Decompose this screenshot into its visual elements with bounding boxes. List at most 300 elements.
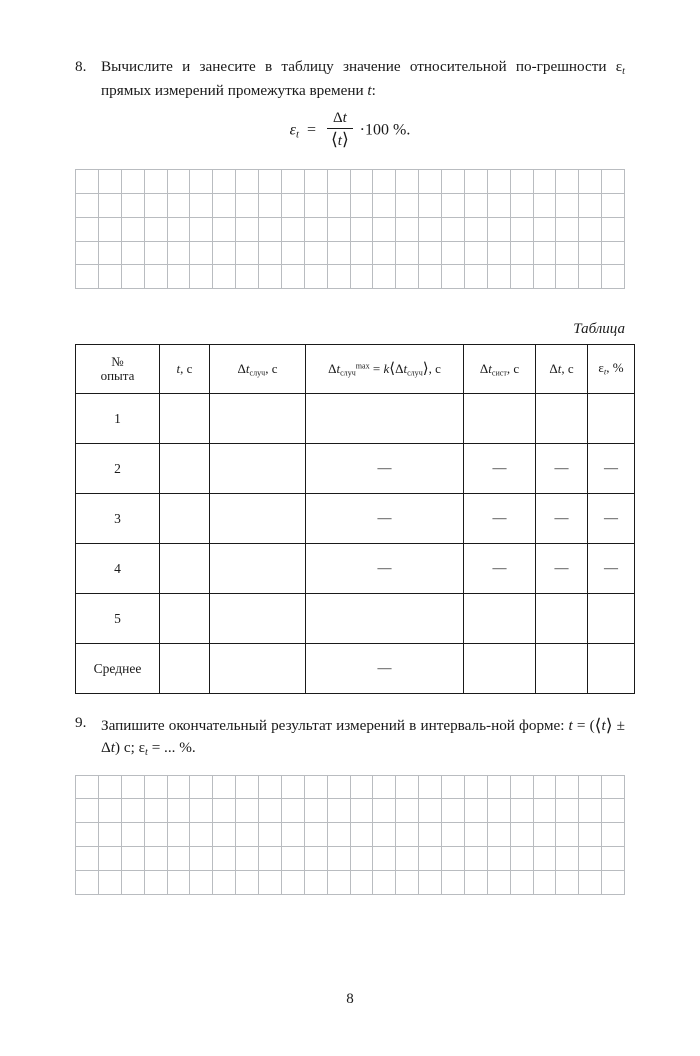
grid-cell[interactable] xyxy=(282,776,305,800)
grid-cell[interactable] xyxy=(442,242,465,266)
table-cell[interactable] xyxy=(210,444,306,494)
grid-cell[interactable] xyxy=(579,170,602,194)
dash-mark: — xyxy=(377,561,392,577)
dash-mark: — xyxy=(377,661,392,677)
grid-cell[interactable] xyxy=(511,776,534,800)
grid-cell[interactable] xyxy=(259,871,282,895)
grid-cell[interactable] xyxy=(259,218,282,242)
grid-cell[interactable] xyxy=(213,194,236,218)
table-caption: Таблица xyxy=(573,321,625,338)
grid-cell[interactable] xyxy=(351,871,374,895)
grid-cell[interactable] xyxy=(76,194,99,218)
grid-cell[interactable] xyxy=(579,776,602,800)
grid-cell[interactable] xyxy=(76,871,99,895)
grid-cell[interactable] xyxy=(373,776,396,800)
grid-cell[interactable] xyxy=(328,242,351,266)
grid-cell[interactable] xyxy=(602,170,625,194)
dash-mark: — xyxy=(377,511,392,527)
grid-cell[interactable] xyxy=(534,265,557,289)
grid-cell[interactable] xyxy=(168,218,191,242)
table-cell[interactable] xyxy=(588,494,635,544)
grid-cell[interactable] xyxy=(190,218,213,242)
grid-cell[interactable] xyxy=(213,218,236,242)
grid-cell[interactable] xyxy=(236,776,259,800)
grid-cell[interactable] xyxy=(236,799,259,823)
grid-cell[interactable] xyxy=(236,242,259,266)
grid-cell[interactable] xyxy=(396,170,419,194)
grid-cell[interactable] xyxy=(305,847,328,871)
grid-cell[interactable] xyxy=(579,823,602,847)
grid-cell[interactable] xyxy=(419,194,442,218)
grid-cell[interactable] xyxy=(236,847,259,871)
grid-cell[interactable] xyxy=(511,823,534,847)
grid-cell[interactable] xyxy=(99,776,122,800)
grid-cell[interactable] xyxy=(190,871,213,895)
grid-cell[interactable] xyxy=(259,170,282,194)
table-cell[interactable] xyxy=(588,444,635,494)
grid-cell[interactable] xyxy=(579,871,602,895)
grid-cell[interactable] xyxy=(442,194,465,218)
grid-cell[interactable] xyxy=(511,170,534,194)
grid-cell[interactable] xyxy=(168,799,191,823)
grid-cell[interactable] xyxy=(442,218,465,242)
table-cell[interactable] xyxy=(464,644,536,694)
grid-cell[interactable] xyxy=(213,242,236,266)
grid-cell[interactable] xyxy=(236,218,259,242)
grid-cell[interactable] xyxy=(396,847,419,871)
grid-cell[interactable] xyxy=(396,194,419,218)
grid-cell[interactable] xyxy=(351,242,374,266)
grid-cell[interactable] xyxy=(579,242,602,266)
grid-cell[interactable] xyxy=(99,871,122,895)
grid-cell[interactable] xyxy=(282,242,305,266)
grid-cell[interactable] xyxy=(556,170,579,194)
grid-cell[interactable] xyxy=(442,776,465,800)
grid-cell[interactable] xyxy=(259,265,282,289)
grid-cell[interactable] xyxy=(579,194,602,218)
grid-cell[interactable] xyxy=(99,847,122,871)
grid-cell[interactable] xyxy=(76,776,99,800)
grid-cell[interactable] xyxy=(511,799,534,823)
grid-cell[interactable] xyxy=(579,218,602,242)
grid-cell[interactable] xyxy=(396,799,419,823)
grid-cell[interactable] xyxy=(145,170,168,194)
table-cell[interactable] xyxy=(536,644,588,694)
grid-cell[interactable] xyxy=(556,265,579,289)
table-cell[interactable] xyxy=(464,444,536,494)
grid-cell[interactable] xyxy=(76,847,99,871)
grid-cell[interactable] xyxy=(145,194,168,218)
grid-cell[interactable] xyxy=(396,776,419,800)
grid-cell[interactable] xyxy=(579,847,602,871)
formula-tail: ·100 %. xyxy=(359,121,411,139)
grid-cell[interactable] xyxy=(419,847,442,871)
grid-cell[interactable] xyxy=(76,265,99,289)
grid-cell[interactable] xyxy=(488,242,511,266)
table-cell[interactable] xyxy=(536,594,588,644)
grid-cell[interactable] xyxy=(442,823,465,847)
table-cell[interactable] xyxy=(536,494,588,544)
table-cell[interactable] xyxy=(588,644,635,694)
grid-cell[interactable] xyxy=(305,265,328,289)
grid-cell[interactable] xyxy=(259,799,282,823)
table-cell[interactable] xyxy=(588,544,635,594)
grid-cell[interactable] xyxy=(122,776,145,800)
grid-cell[interactable] xyxy=(534,776,557,800)
grid-cell[interactable] xyxy=(488,847,511,871)
grid-cell[interactable] xyxy=(282,823,305,847)
grid-cell[interactable] xyxy=(511,871,534,895)
grid-cell[interactable] xyxy=(99,218,122,242)
grid-cell[interactable] xyxy=(213,265,236,289)
grid-cell[interactable] xyxy=(145,218,168,242)
grid-cell[interactable] xyxy=(373,799,396,823)
table-cell[interactable] xyxy=(464,594,536,644)
grid-cell[interactable] xyxy=(396,218,419,242)
worksheet-grid-bottom[interactable] xyxy=(75,775,625,895)
table-cell[interactable] xyxy=(306,544,464,594)
grid-cell[interactable] xyxy=(373,194,396,218)
grid-cell[interactable] xyxy=(602,847,625,871)
grid-cell[interactable] xyxy=(534,218,557,242)
grid-cell[interactable] xyxy=(145,799,168,823)
grid-cell[interactable] xyxy=(556,799,579,823)
grid-cell[interactable] xyxy=(419,776,442,800)
grid-cell[interactable] xyxy=(534,799,557,823)
grid-cell[interactable] xyxy=(442,170,465,194)
grid-cell[interactable] xyxy=(168,170,191,194)
grid-cell[interactable] xyxy=(534,242,557,266)
grid-cell[interactable] xyxy=(488,218,511,242)
grid-cell[interactable] xyxy=(213,170,236,194)
grid-cell[interactable] xyxy=(556,218,579,242)
grid-cell[interactable] xyxy=(190,799,213,823)
table-cell[interactable] xyxy=(588,594,635,644)
grid-cell[interactable] xyxy=(259,847,282,871)
grid-cell[interactable] xyxy=(442,871,465,895)
grid-cell[interactable] xyxy=(282,218,305,242)
grid-cell[interactable] xyxy=(373,823,396,847)
grid-cell[interactable] xyxy=(465,799,488,823)
grid-cell[interactable] xyxy=(99,242,122,266)
grid-cell[interactable] xyxy=(579,265,602,289)
grid-cell[interactable] xyxy=(305,776,328,800)
grid-cell[interactable] xyxy=(602,242,625,266)
grid-cell[interactable] xyxy=(122,847,145,871)
grid-cell[interactable] xyxy=(534,170,557,194)
grid-cell[interactable] xyxy=(419,871,442,895)
grid-cell[interactable] xyxy=(419,799,442,823)
table-cell[interactable] xyxy=(210,644,306,694)
grid-cell[interactable] xyxy=(190,170,213,194)
grid-cell[interactable] xyxy=(76,799,99,823)
grid-cell[interactable] xyxy=(419,170,442,194)
grid-cell[interactable] xyxy=(511,847,534,871)
grid-cell[interactable] xyxy=(122,871,145,895)
grid-cell[interactable] xyxy=(282,799,305,823)
grid-cell[interactable] xyxy=(351,194,374,218)
grid-cell[interactable] xyxy=(465,871,488,895)
grid-cell[interactable] xyxy=(556,776,579,800)
grid-cell[interactable] xyxy=(373,847,396,871)
grid-cell[interactable] xyxy=(373,265,396,289)
grid-cell[interactable] xyxy=(556,823,579,847)
grid-cell[interactable] xyxy=(236,265,259,289)
grid-cell[interactable] xyxy=(373,218,396,242)
grid-cell[interactable] xyxy=(534,194,557,218)
grid-cell[interactable] xyxy=(328,871,351,895)
grid-cell[interactable] xyxy=(556,242,579,266)
grid-cell[interactable] xyxy=(145,847,168,871)
grid-cell[interactable] xyxy=(305,218,328,242)
grid-cell[interactable] xyxy=(351,170,374,194)
table-cell[interactable] xyxy=(306,494,464,544)
grid-cell[interactable] xyxy=(465,847,488,871)
table-cell[interactable] xyxy=(160,644,210,694)
grid-cell[interactable] xyxy=(305,871,328,895)
grid-cell[interactable] xyxy=(556,871,579,895)
grid-cell[interactable] xyxy=(328,823,351,847)
grid-cell[interactable] xyxy=(602,871,625,895)
grid-cell[interactable] xyxy=(168,194,191,218)
grid-cell[interactable] xyxy=(534,823,557,847)
table-row xyxy=(76,394,635,444)
table-cell[interactable] xyxy=(306,444,464,494)
grid-cell[interactable] xyxy=(328,847,351,871)
grid-cell[interactable] xyxy=(328,194,351,218)
item-9-number: 9. xyxy=(75,714,87,732)
table-row xyxy=(76,444,635,494)
table-cell[interactable] xyxy=(210,594,306,644)
grid-cell[interactable] xyxy=(488,194,511,218)
grid-cell[interactable] xyxy=(145,242,168,266)
grid-cell[interactable] xyxy=(602,799,625,823)
grid-cell[interactable] xyxy=(373,242,396,266)
grid-cell[interactable] xyxy=(259,776,282,800)
grid-cell[interactable] xyxy=(488,776,511,800)
grid-cell[interactable] xyxy=(373,871,396,895)
grid-cell[interactable] xyxy=(511,194,534,218)
grid-cell[interactable] xyxy=(213,776,236,800)
grid-cell[interactable] xyxy=(213,823,236,847)
grid-cell[interactable] xyxy=(305,799,328,823)
grid-cell[interactable] xyxy=(122,170,145,194)
dash-mark: — xyxy=(554,461,569,477)
grid-cell[interactable] xyxy=(511,218,534,242)
grid-cell[interactable] xyxy=(168,242,191,266)
grid-cell[interactable] xyxy=(168,265,191,289)
measurements-table xyxy=(75,344,635,694)
grid-cell[interactable] xyxy=(602,218,625,242)
grid-cell[interactable] xyxy=(122,242,145,266)
grid-cell[interactable] xyxy=(168,823,191,847)
grid-cell[interactable] xyxy=(419,823,442,847)
table-cell[interactable] xyxy=(536,394,588,444)
table-cell[interactable] xyxy=(306,594,464,644)
grid-cell[interactable] xyxy=(122,799,145,823)
grid-cell[interactable] xyxy=(579,799,602,823)
grid-cell[interactable] xyxy=(602,194,625,218)
grid-cell[interactable] xyxy=(465,194,488,218)
row-label: 3 xyxy=(76,494,160,544)
grid-cell[interactable] xyxy=(99,265,122,289)
grid-cell[interactable] xyxy=(122,265,145,289)
grid-cell[interactable] xyxy=(76,823,99,847)
grid-cell[interactable] xyxy=(442,847,465,871)
grid-cell[interactable] xyxy=(282,194,305,218)
grid-cell[interactable] xyxy=(168,776,191,800)
grid-cell[interactable] xyxy=(213,847,236,871)
dash-mark: — xyxy=(492,561,507,577)
grid-cell[interactable] xyxy=(328,776,351,800)
grid-cell[interactable] xyxy=(259,194,282,218)
grid-cell[interactable] xyxy=(236,871,259,895)
grid-cell[interactable] xyxy=(488,799,511,823)
grid-cell[interactable] xyxy=(168,847,191,871)
row-label: 2 xyxy=(76,444,160,494)
grid-cell[interactable] xyxy=(419,218,442,242)
grid-cell[interactable] xyxy=(534,847,557,871)
table-cell[interactable] xyxy=(160,544,210,594)
grid-cell[interactable] xyxy=(99,170,122,194)
grid-cell[interactable] xyxy=(190,194,213,218)
grid-cell[interactable] xyxy=(602,265,625,289)
grid-cell[interactable] xyxy=(305,823,328,847)
table-cell[interactable] xyxy=(210,544,306,594)
grid-cell[interactable] xyxy=(511,242,534,266)
grid-cell[interactable] xyxy=(396,265,419,289)
grid-cell[interactable] xyxy=(602,823,625,847)
row-label: Среднее xyxy=(76,644,160,694)
grid-cell[interactable] xyxy=(99,823,122,847)
grid-cell[interactable] xyxy=(145,776,168,800)
grid-cell[interactable] xyxy=(168,871,191,895)
table-cell[interactable] xyxy=(464,494,536,544)
grid-cell[interactable] xyxy=(488,823,511,847)
grid-cell[interactable] xyxy=(419,242,442,266)
grid-cell[interactable] xyxy=(556,194,579,218)
grid-cell[interactable] xyxy=(488,871,511,895)
grid-cell[interactable] xyxy=(190,242,213,266)
grid-cell[interactable] xyxy=(328,265,351,289)
grid-cell[interactable] xyxy=(190,847,213,871)
grid-cell[interactable] xyxy=(145,871,168,895)
dash-mark: — xyxy=(377,461,392,477)
formula-fraction xyxy=(327,110,353,150)
grid-cell[interactable] xyxy=(305,170,328,194)
grid-cell[interactable] xyxy=(534,871,557,895)
grid-cell[interactable] xyxy=(396,871,419,895)
table-cell[interactable] xyxy=(464,544,536,594)
grid-cell[interactable] xyxy=(328,170,351,194)
table-cell[interactable] xyxy=(160,444,210,494)
dash-mark: — xyxy=(554,561,569,577)
grid-cell[interactable] xyxy=(122,194,145,218)
grid-cell[interactable] xyxy=(351,776,374,800)
grid-cell[interactable] xyxy=(396,823,419,847)
worksheet-grid-top[interactable] xyxy=(75,169,625,289)
grid-cell[interactable] xyxy=(99,799,122,823)
grid-cell[interactable] xyxy=(76,218,99,242)
table-cell[interactable] xyxy=(306,644,464,694)
grid-cell[interactable] xyxy=(122,823,145,847)
grid-cell[interactable] xyxy=(213,871,236,895)
grid-cell[interactable] xyxy=(190,823,213,847)
table-row xyxy=(76,644,635,694)
grid-cell[interactable] xyxy=(351,265,374,289)
table-cell[interactable] xyxy=(588,394,635,444)
grid-cell[interactable] xyxy=(465,170,488,194)
table-cell[interactable] xyxy=(536,444,588,494)
grid-cell[interactable] xyxy=(259,242,282,266)
grid-cell[interactable] xyxy=(465,265,488,289)
table-cell[interactable] xyxy=(210,494,306,544)
table-cell[interactable] xyxy=(160,494,210,544)
header-experiment-number: № опыта xyxy=(76,345,160,394)
header-delta-t-random-max: $\Delta t_{случ}^{max}$ = $k⟨\Delta t_{случ}⟩$, с xyxy=(306,345,464,394)
grid-cell[interactable] xyxy=(465,823,488,847)
grid-cell[interactable] xyxy=(305,194,328,218)
table-cell[interactable] xyxy=(210,394,306,444)
grid-cell[interactable] xyxy=(351,847,374,871)
grid-cell[interactable] xyxy=(488,265,511,289)
grid-cell[interactable] xyxy=(282,265,305,289)
grid-cell[interactable] xyxy=(419,265,442,289)
grid-cell[interactable] xyxy=(488,170,511,194)
grid-cell[interactable] xyxy=(351,823,374,847)
grid-cell[interactable] xyxy=(145,265,168,289)
grid-cell[interactable] xyxy=(465,776,488,800)
table-row xyxy=(76,494,635,544)
grid-cell[interactable] xyxy=(99,194,122,218)
grid-cell[interactable] xyxy=(305,242,328,266)
grid-cell[interactable] xyxy=(396,242,419,266)
grid-cell[interactable] xyxy=(328,218,351,242)
grid-cell[interactable] xyxy=(442,265,465,289)
grid-cell[interactable] xyxy=(351,799,374,823)
table-cell[interactable] xyxy=(160,594,210,644)
grid-cell[interactable] xyxy=(190,776,213,800)
grid-cell[interactable] xyxy=(236,194,259,218)
grid-cell[interactable] xyxy=(602,776,625,800)
grid-cell[interactable] xyxy=(145,823,168,847)
grid-cell[interactable] xyxy=(76,242,99,266)
grid-cell[interactable] xyxy=(465,218,488,242)
grid-cell[interactable] xyxy=(76,170,99,194)
grid-cell[interactable] xyxy=(282,847,305,871)
table-cell[interactable] xyxy=(160,394,210,444)
grid-cell[interactable] xyxy=(511,265,534,289)
grid-cell[interactable] xyxy=(190,265,213,289)
grid-cell[interactable] xyxy=(442,799,465,823)
grid-cell[interactable] xyxy=(373,170,396,194)
grid-cell[interactable] xyxy=(351,218,374,242)
grid-cell[interactable] xyxy=(328,799,351,823)
grid-cell[interactable] xyxy=(556,847,579,871)
grid-cell[interactable] xyxy=(236,170,259,194)
grid-cell[interactable] xyxy=(236,823,259,847)
grid-cell[interactable] xyxy=(282,170,305,194)
list-item-8 xyxy=(75,56,625,101)
grid-cell[interactable] xyxy=(282,871,305,895)
table-cell[interactable] xyxy=(464,394,536,444)
grid-cell[interactable] xyxy=(213,799,236,823)
grid-cell[interactable] xyxy=(259,823,282,847)
table-cell[interactable] xyxy=(306,394,464,444)
grid-cell[interactable] xyxy=(122,218,145,242)
grid-cell[interactable] xyxy=(465,242,488,266)
table-cell[interactable] xyxy=(536,544,588,594)
